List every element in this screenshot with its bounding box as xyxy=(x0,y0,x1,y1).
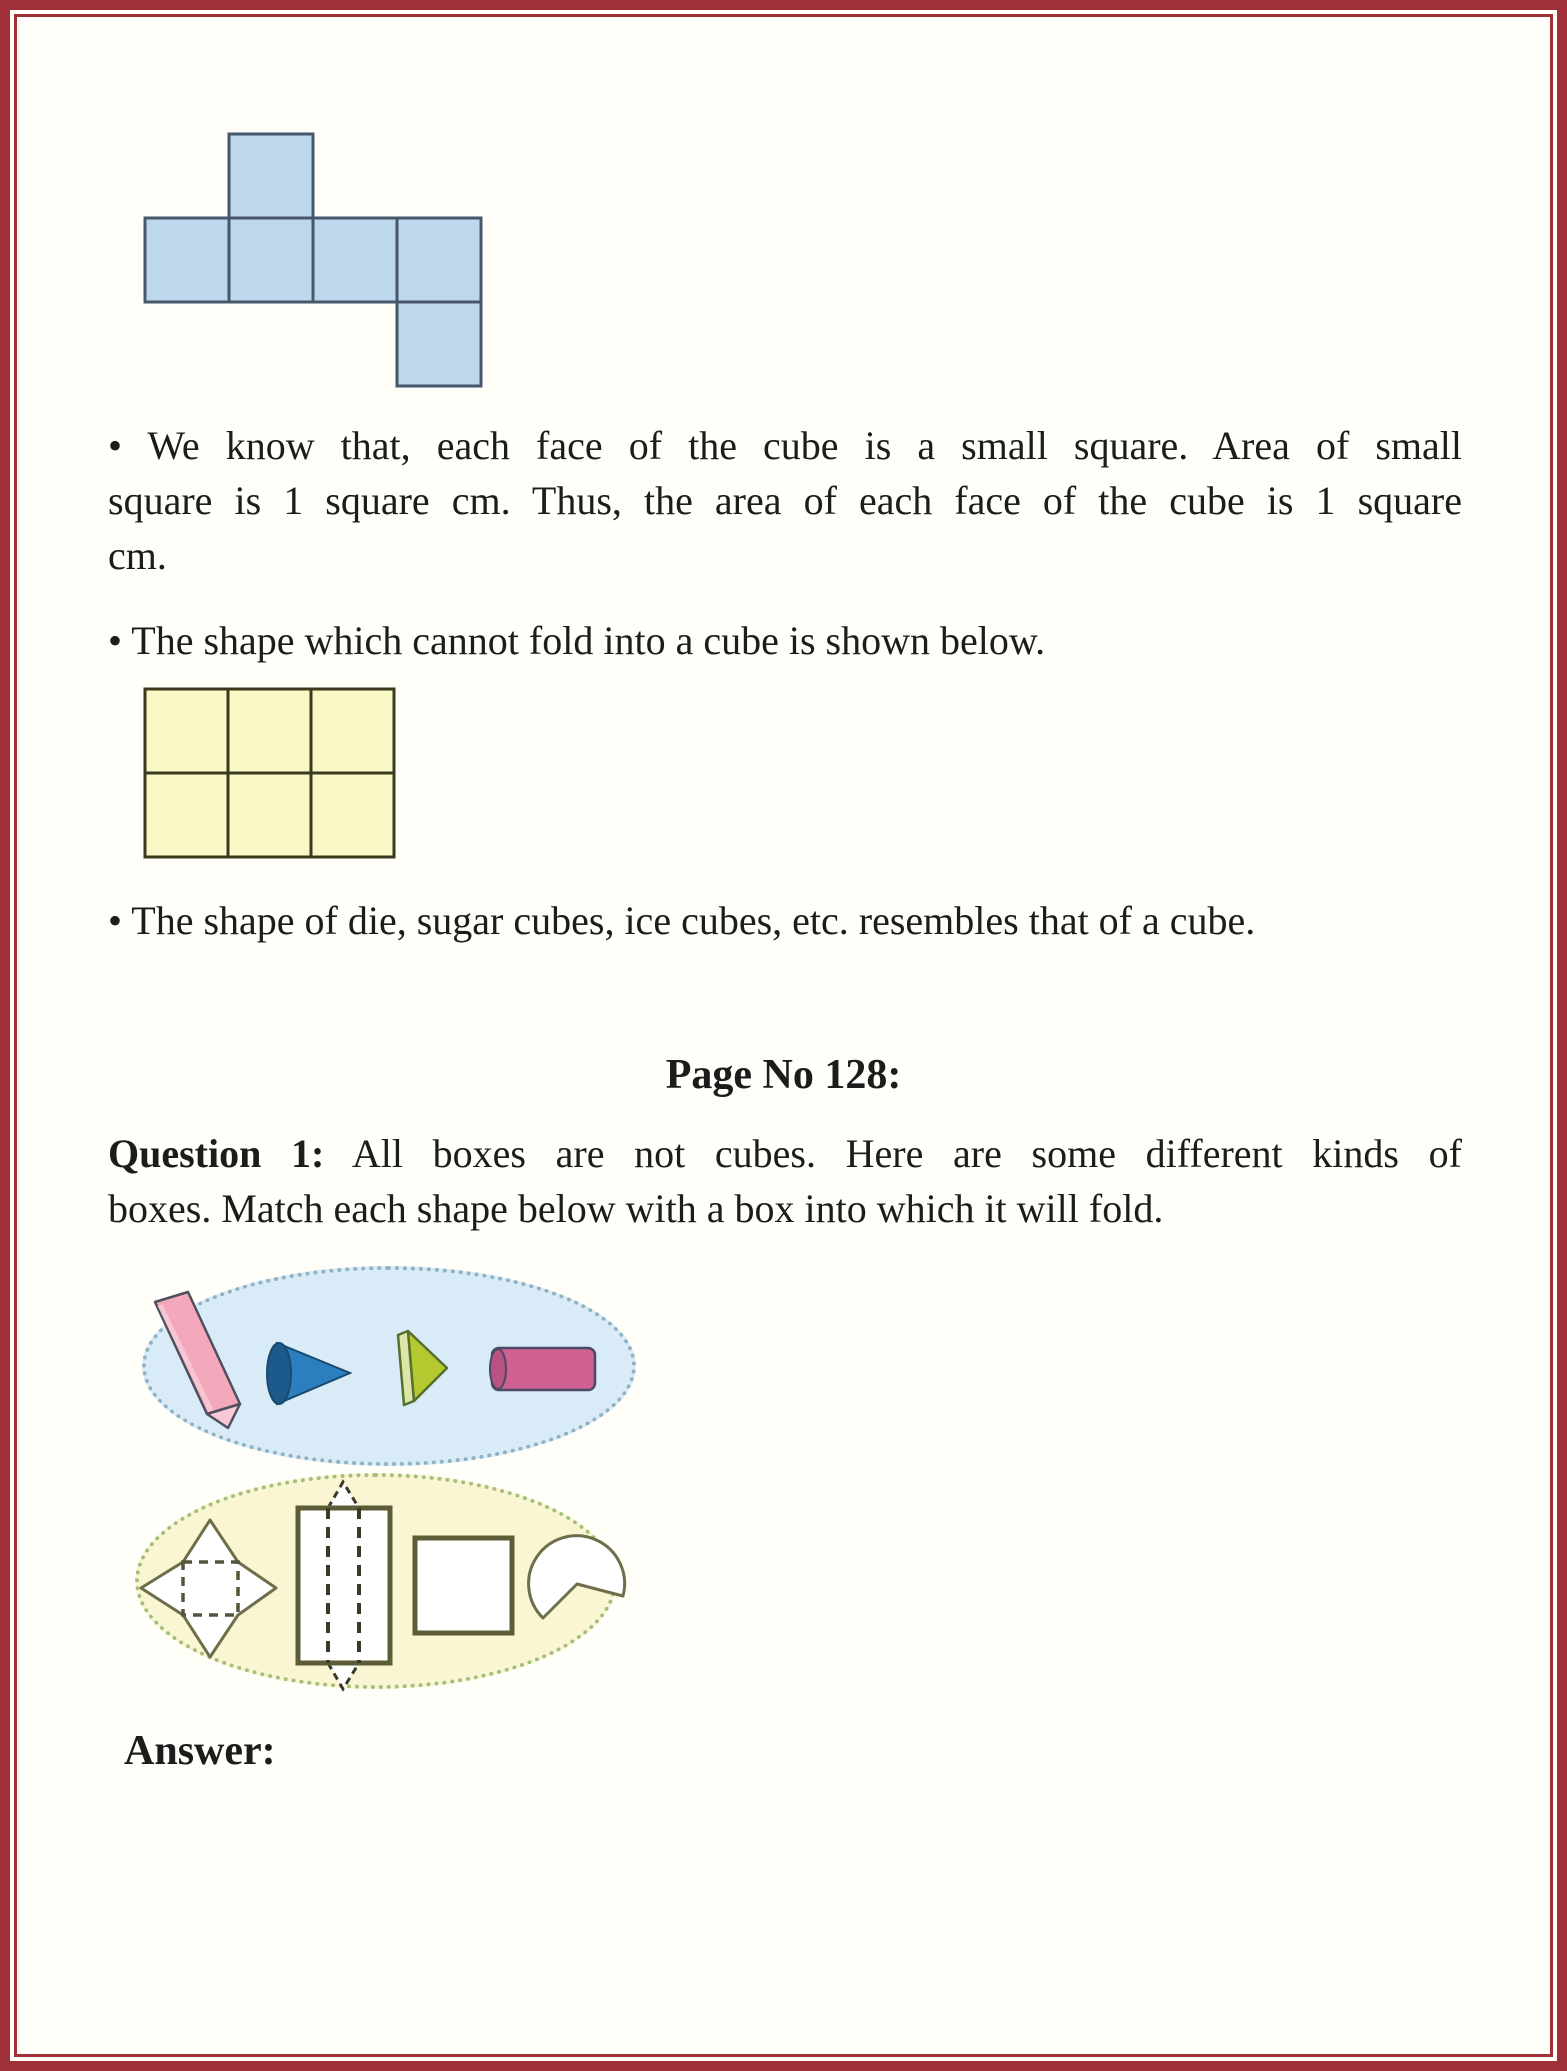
paragraph-line: • The shape which cannot fold into a cube is shown below. xyxy=(108,618,1046,663)
grid-cell xyxy=(145,689,228,773)
paragraph-line xyxy=(108,1126,1462,1181)
cube-net-figure xyxy=(139,128,485,390)
non-foldable-grid-figure xyxy=(141,685,399,861)
pink-triangular-prism-icon xyxy=(155,1292,240,1428)
net-square xyxy=(229,134,313,218)
nets-shapes xyxy=(133,1472,653,1696)
net-square xyxy=(145,218,229,302)
question-label: Question 1: xyxy=(108,1131,325,1176)
net-square xyxy=(397,218,481,302)
triangular-prism-net-icon xyxy=(298,1482,390,1689)
cone-net-icon xyxy=(529,1536,625,1618)
cube-net-squares xyxy=(145,134,481,386)
grid-cells xyxy=(145,689,394,857)
grid-cell xyxy=(311,689,394,773)
page-number-heading: Page No 128: xyxy=(665,1052,902,1098)
pink-cylinder-icon xyxy=(490,1348,595,1390)
question-text: All boxes are not cubes. Here are some different kinds of xyxy=(351,1131,1462,1176)
solids-figure xyxy=(140,1262,652,1474)
bullet-paragraph-die-cubes xyxy=(108,893,1462,948)
grid-cell xyxy=(228,773,311,857)
paragraph-line: cm. xyxy=(108,533,167,578)
paragraph-line: • The shape of die, sugar cubes, ice cubes, etc. resembles that of a cube. xyxy=(108,898,1256,943)
net-square xyxy=(229,218,313,302)
paragraph-line: • We know that, each face of the cube is a small square. Area of small xyxy=(108,423,1462,468)
blue-cone-icon xyxy=(267,1343,350,1404)
grid-cell xyxy=(311,773,394,857)
grid-cell xyxy=(145,773,228,857)
square-pyramid-net-icon xyxy=(141,1520,276,1657)
paragraph-line: boxes. Match each shape below with a box into which it will fold. xyxy=(108,1186,1164,1231)
bullet-paragraph-cannot-fold xyxy=(108,613,1462,668)
question-paragraph xyxy=(108,1126,1462,1236)
answer-label: Answer: xyxy=(124,1728,276,1774)
nets-figure xyxy=(133,1472,653,1696)
net-square xyxy=(397,302,481,386)
solids-shapes xyxy=(140,1262,652,1474)
green-triangular-prism-icon xyxy=(398,1331,447,1405)
net-square xyxy=(313,218,397,302)
square-net-icon xyxy=(415,1538,512,1633)
grid-cell xyxy=(228,689,311,773)
paragraph-line: square is 1 square cm. Thus, the area of each face of the cube is 1 square xyxy=(108,478,1462,523)
bullet-paragraph-cube-faces xyxy=(108,418,1462,583)
